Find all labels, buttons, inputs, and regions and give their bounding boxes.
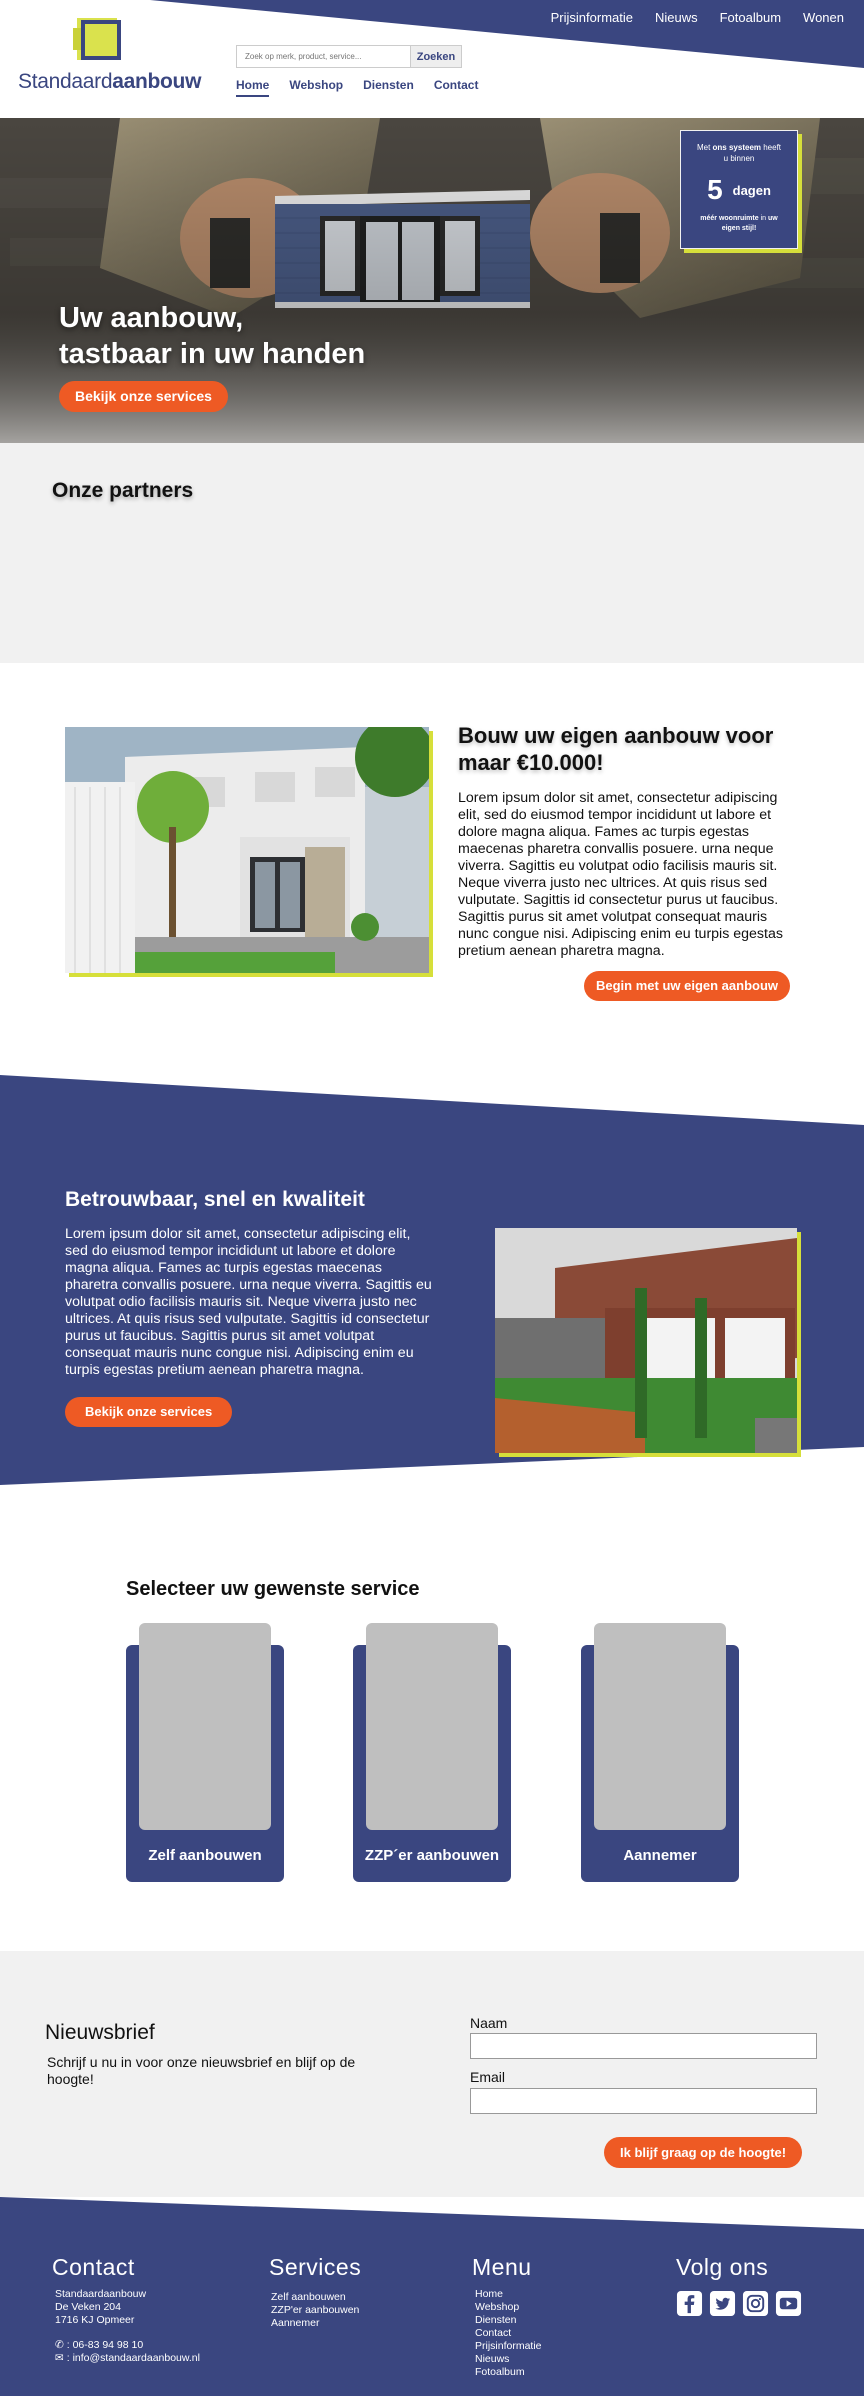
social-links	[676, 2290, 802, 2317]
footer-link-zelf-aanbouwen[interactable]: Zelf aanbouwen	[271, 2291, 346, 2303]
footer-link-zzp-aanbouwen[interactable]: ZZP'er aanbouwen	[271, 2304, 360, 2316]
footer-menu-nieuws[interactable]: Nieuws	[475, 2353, 510, 2365]
service-card-label: Aannemer	[623, 1847, 697, 1864]
company-name: Standaardaanbouw	[55, 2288, 147, 2300]
footer-menu-webshop[interactable]: Webshop	[475, 2301, 520, 2313]
top-nav	[551, 10, 844, 25]
youtube-icon[interactable]	[775, 2290, 802, 2317]
partners-section	[0, 443, 864, 663]
partners-title: Onze partners	[52, 479, 194, 502]
build-title: Bouw uw eigen aanbouw voor maar €10.000!	[458, 723, 774, 775]
search-bar	[236, 45, 462, 68]
twitter-icon[interactable]	[709, 2290, 736, 2317]
newsletter-subtitle: Schrijf u nu in voor onze nieuwsbrief en blijf op de hoogte!	[47, 2054, 356, 2087]
top-nav-wonen[interactable]: Wonen	[803, 10, 844, 25]
hero	[0, 118, 864, 443]
footer-menu-title: Menu	[472, 2254, 532, 2280]
phone-icon: ✆	[55, 2339, 64, 2351]
subscribe-button[interactable]: Ik blijf graag op de hoogte!	[604, 2137, 802, 2168]
garden-photo	[495, 1228, 797, 1453]
newsletter-title: Nieuwsbrief	[45, 2021, 155, 2044]
footer-menu-prijsinformatie[interactable]: Prijsinformatie	[475, 2340, 542, 2352]
header	[0, 0, 864, 118]
top-nav-prijsinformatie[interactable]: Prijsinformatie	[550, 10, 633, 25]
name-label: Naam	[470, 2015, 508, 2031]
badge-unit: dagen	[732, 182, 771, 198]
service-card-label: ZZP´er aanbouwen	[364, 1847, 500, 1864]
footer-social-title: Volg ons	[676, 2254, 769, 2280]
footer-menu-home[interactable]: Home	[475, 2288, 504, 2300]
logo-mark-icon	[73, 16, 125, 62]
service-card-aannemer[interactable]	[581, 1645, 739, 1882]
footer-menu-diensten[interactable]: Diensten	[475, 2314, 517, 2326]
quality-title: Betrouwbaar, snel en kwaliteit	[65, 1188, 365, 1211]
instagram-icon[interactable]	[742, 2290, 769, 2317]
badge-intro: Met ons systeem heeft u binnen	[696, 143, 782, 163]
badge-outro: méér woonruimte in uw eigen stijl!	[700, 215, 778, 232]
email-line[interactable]: ✉ : info@standaardaanbouw.nl	[55, 2352, 200, 2364]
top-nav-fotoalbum[interactable]: Fotoalbum	[719, 10, 782, 25]
email-label: Email	[470, 2069, 506, 2085]
search-input[interactable]	[236, 45, 410, 68]
service-card-zelf-aanbouwen[interactable]	[126, 1645, 284, 1882]
main-nav-diensten[interactable]: Diensten	[363, 78, 414, 92]
hero-services-button[interactable]: Bekijk onze services	[59, 381, 228, 412]
logo[interactable]	[18, 14, 202, 98]
quality-services-button[interactable]: Bekijk onze services	[65, 1397, 232, 1427]
facebook-icon[interactable]	[676, 2290, 703, 2317]
build-text: Lorem ipsum dolor sit amet, consectetur adipiscing elit, sed do eiusmod tempor incididunt ut labore et dolore magna aliqua. Fames ac turpis egestas maecenas pharetra convallis posuere. urna neque viverra. Sagittis eu volutpat odio facilisis mauris sit. Neque viverra justo nec ultrices. At quis risus sed vulputate. Sagittis id consectetur purus ut faucibus. Sagittis purus sit amet volutpat consequat mauris nunc congue nisi. Adipiscing enim eu turpis egestas pretium aenean pharetra magna.	[458, 790, 783, 959]
main-nav	[236, 78, 478, 97]
main-nav-contact[interactable]: Contact	[433, 78, 479, 92]
top-nav-nieuws[interactable]: Nieuws	[654, 10, 698, 25]
main-nav-webshop[interactable]: Webshop	[289, 78, 344, 92]
service-image-placeholder	[366, 1623, 498, 1830]
footer-menu	[475, 2288, 542, 2379]
footer-contact-title: Contact	[52, 2254, 135, 2280]
quality-text: Lorem ipsum dolor sit amet, consectetur adipiscing elit, sed do eiusmod tempor incididunt ut labore et dolore magna aliqua. Fames ac turpis egestas maecenas pharetra convallis posuere. urna neque viverra. Sagittis eu volutpat odio facilisis mauris sit. Neque viverra justo nec ultrices. At quis risus sed vulputate. Sagittis id consectetur purus ut faucibus. Sagittis purus sit amet volutpat consequat mauris nunc congue nisi. Adipiscing enim eu turpis egestas pretium aenean pharetra magna.	[65, 1226, 432, 1378]
footer-link-aannemer[interactable]: Aannemer	[271, 2317, 320, 2329]
hero-title: Uw aanbouw, tastbaar in uw handen	[59, 302, 366, 370]
mail-icon: ✉	[55, 2352, 64, 2364]
footer-menu-fotoalbum[interactable]: Fotoalbum	[475, 2366, 525, 2378]
footer-contact	[55, 2288, 200, 2365]
main-nav-home[interactable]: Home	[236, 78, 269, 97]
logo-text: Standaardaanbouw	[18, 70, 202, 93]
newsletter-section	[0, 1951, 864, 2197]
promo-badge	[680, 130, 798, 249]
badge-number: 5	[707, 174, 723, 205]
address-city: 1716 KJ Opmeer	[55, 2314, 135, 2326]
footer-services	[271, 2291, 359, 2330]
services-title: Selecteer uw gewenste service	[126, 1578, 420, 1600]
search-button[interactable]: Zoeken	[410, 45, 462, 68]
email-field[interactable]	[470, 2088, 817, 2114]
footer-menu-contact[interactable]: Contact	[475, 2327, 512, 2339]
footer	[0, 2197, 864, 2396]
service-image-placeholder	[594, 1623, 726, 1830]
name-field[interactable]	[470, 2033, 817, 2059]
service-card-label: Zelf aanbouwen	[148, 1847, 262, 1864]
phone-line[interactable]: ✆ : 06-83 94 98 10	[55, 2339, 144, 2351]
service-image-placeholder	[139, 1623, 271, 1830]
address-street: De Veken 204	[55, 2301, 121, 2313]
service-card-zzp-aanbouwen[interactable]	[353, 1645, 511, 1882]
start-building-button[interactable]: Begin met uw eigen aanbouw	[584, 971, 790, 1001]
extension-photo	[65, 727, 429, 973]
footer-services-title: Services	[269, 2254, 362, 2280]
